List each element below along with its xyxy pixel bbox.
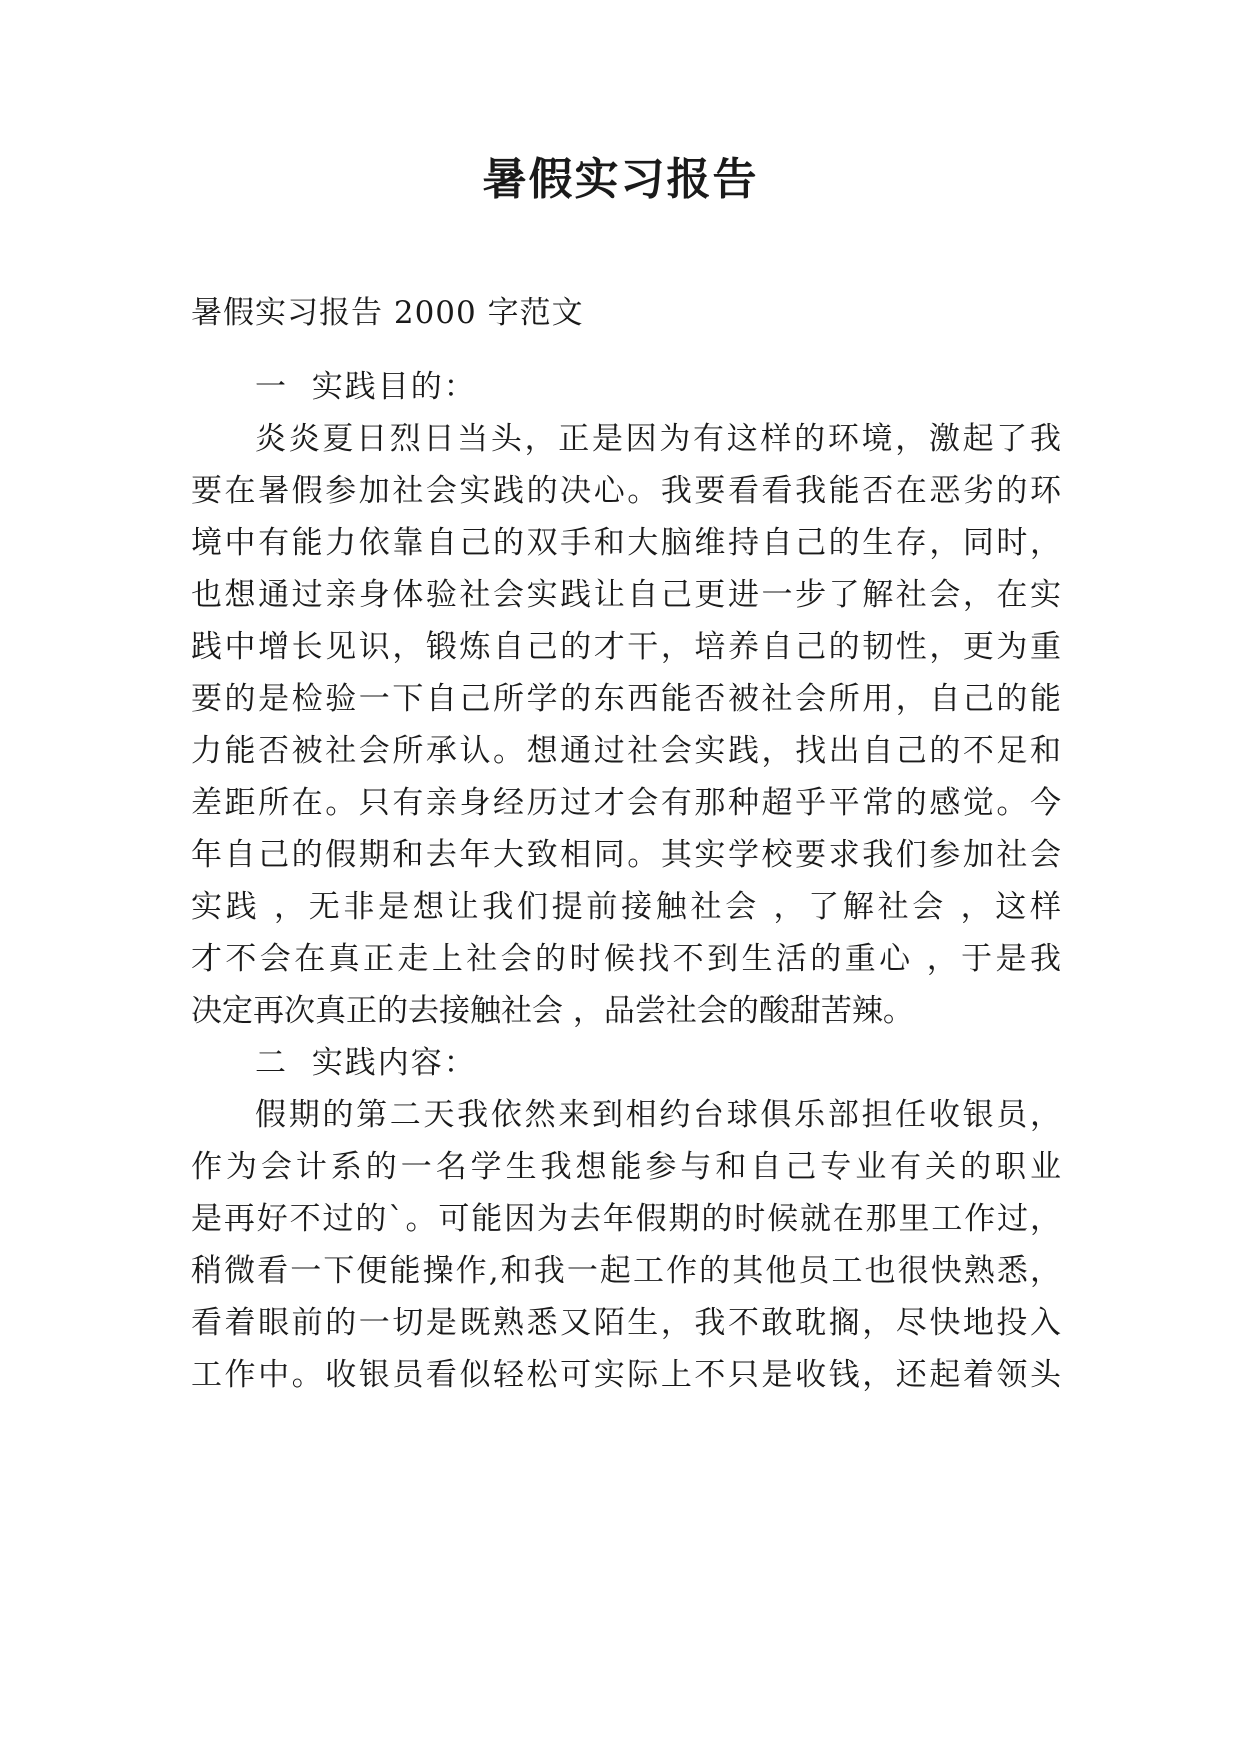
- paragraph-line: 看着眼前的一切是既熟悉又陌生，我不敢耽搁，尽快地投入: [191, 1305, 1061, 1341]
- paragraph-line: 决定再次真正的去接触社会 ，品尝社会的酸甜苦辣。: [191, 993, 914, 1029]
- paragraph-line: 工作中。收银员看似轻松可实际上不只是收钱，还起着领头: [191, 1357, 1061, 1393]
- paragraph-line: 作为会计系的一名学生我想能参与和自己专业有关的职业: [191, 1149, 1061, 1185]
- paragraph-line: 差距所在。只有亲身经历过才会有那种超乎平常的感觉。今: [191, 785, 1061, 821]
- paragraph-line: 要的是检验一下自己所学的东西能否被社会所用，自己的能: [191, 681, 1061, 717]
- paragraph-line: 是再好不过的`。可能因为去年假期的时候就在那里工作过，: [191, 1201, 1061, 1237]
- document-subtitle: 暑假实习报告 2000 字范文: [191, 295, 584, 331]
- paragraph-line: 年自己的假期和去年大致相同。其实学校要求我们参加社会: [191, 837, 1061, 873]
- section-heading-purpose: 一 实践目的：: [255, 369, 477, 405]
- paragraph-line: 也想通过亲身体验社会实践让自己更进一步了解社会，在实: [191, 577, 1061, 613]
- paragraph-line: 境中有能力依靠自己的双手和大脑维持自己的生存，同时，: [191, 525, 1061, 561]
- paragraph-line: 才不会在真正走上社会的时候找不到生活的重心 ，于是我: [191, 941, 1061, 977]
- paragraph-line: 假期的第二天我依然来到相约台球俱乐部担任收银员，: [255, 1097, 1061, 1133]
- paragraph-line: 炎炎夏日烈日当头，正是因为有这样的环境，激起了我: [255, 421, 1061, 457]
- paragraph-line: 力能否被社会所承认。想通过社会实践，找出自己的不足和: [191, 733, 1061, 769]
- section-heading-content: 二 实践内容：: [255, 1045, 477, 1081]
- paragraph-line: 实践 ，无非是想让我们提前接触社会 ，了解社会 ，这样: [191, 889, 1061, 925]
- document-title: 暑假实习报告: [482, 154, 759, 205]
- paragraph-line: 稍微看一下便能操作,和我一起工作的其他员工也很快熟悉，: [191, 1253, 1061, 1289]
- paragraph-line: 要在暑假参加社会实践的决心。我要看看我能否在恶劣的环: [191, 473, 1061, 509]
- paragraph-line: 践中增长见识，锻炼自己的才干，培养自己的韧性，更为重: [191, 629, 1061, 665]
